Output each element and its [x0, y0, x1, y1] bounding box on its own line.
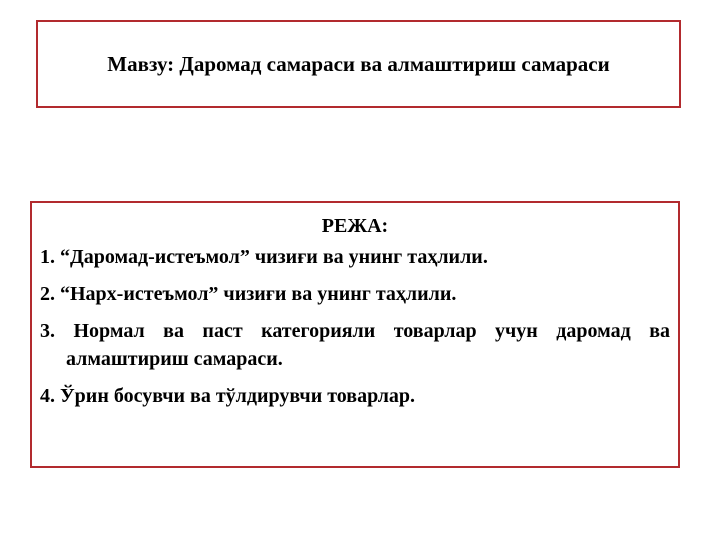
plan-item-text: Ўрин босувчи ва тўлдирувчи товарлар. [60, 385, 416, 407]
slide-title: Мавзу: Даромад самараси ва алмаштириш самараси [107, 51, 610, 76]
plan-item-text: “Даромад-истеъмол” чизиғи ва унинг таҳлили. [60, 246, 488, 268]
plan-item-number: 3. [40, 320, 55, 342]
plan-item-3 [40, 317, 670, 373]
plan-item-number: 4. [40, 385, 55, 407]
plan-item-2 [40, 280, 670, 308]
plan-item-text: “Нарх-истеъмол” чизиғи ва унинг таҳлили. [60, 283, 457, 305]
plan-item-text: Нормал ва паст категорияли товарлар учун даромад ва алмаштириш самараси. [66, 320, 670, 370]
plan-list [40, 243, 670, 410]
plan-heading: РЕЖА: [321, 215, 389, 237]
plan-item-1 [40, 243, 670, 271]
plan-item-number: 1. [40, 246, 55, 268]
plan-item-number: 2. [40, 283, 55, 305]
title-box [36, 20, 681, 108]
plan-box [30, 201, 680, 468]
plan-item-4 [40, 382, 670, 410]
